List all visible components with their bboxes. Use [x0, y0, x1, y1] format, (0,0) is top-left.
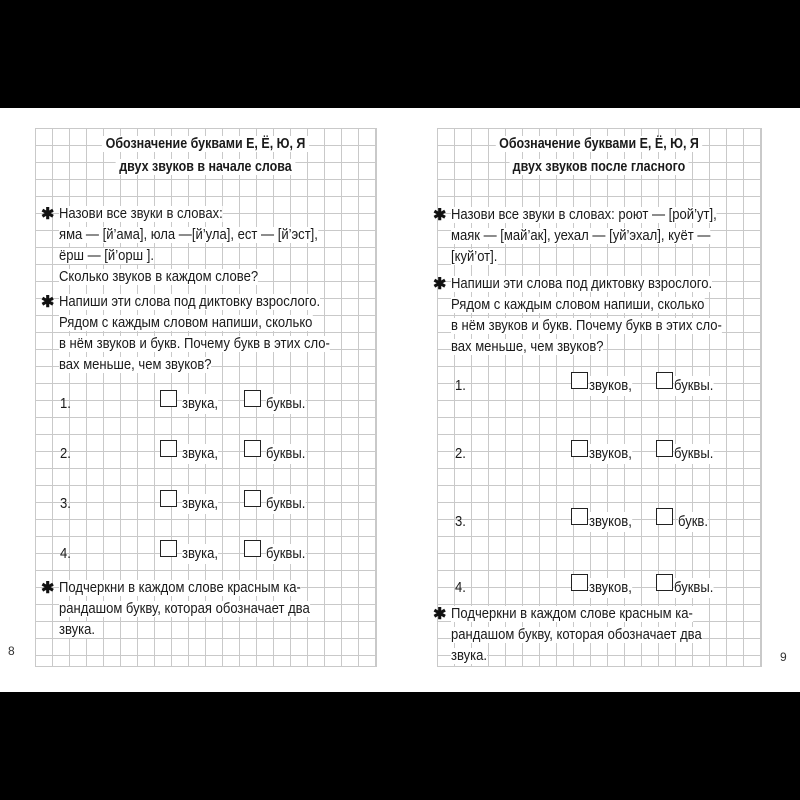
sounds-label: звука, — [182, 546, 219, 562]
square-checkbox-icon[interactable] — [571, 440, 588, 457]
right-title-line2: двух звуков после гласного — [460, 155, 739, 179]
page-number-right: 9 — [780, 650, 787, 664]
row-number: 4. — [60, 546, 71, 562]
square-checkbox-icon[interactable] — [656, 508, 673, 525]
left-title-line2: двух звуков в начале слова — [59, 155, 352, 179]
square-checkbox-icon[interactable] — [571, 574, 588, 591]
square-checkbox-icon[interactable] — [244, 490, 261, 507]
square-checkbox-icon[interactable] — [571, 508, 588, 525]
sounds-label: звуков, — [589, 514, 632, 530]
square-checkbox-icon[interactable] — [244, 390, 261, 407]
letters-label: буквы. — [674, 378, 714, 394]
left-task2: Напиши эти слова под диктовку взрослого. Рядом с каждым словом напиши, сколько в нём звуков и букв. Почему букв в этих сло- вах меньше, чем звуков? — [59, 294, 330, 373]
answer-row — [60, 544, 360, 566]
answer-row — [60, 444, 360, 466]
square-checkbox-icon[interactable] — [656, 440, 673, 457]
sounds-label: звука, — [182, 446, 219, 462]
right-task1: Назови все звуки в словах: роют — [рой’ут], маяк — [май’ак], уехал — [уй’эхал], куёт — [куй’от]. — [451, 207, 717, 265]
answer-row — [455, 512, 745, 534]
row-number: 3. — [455, 514, 466, 530]
answer-row — [455, 578, 745, 600]
sounds-label: звуков, — [589, 378, 632, 394]
square-checkbox-icon[interactable] — [160, 440, 177, 457]
right-title-line1: Обозначение буквами Е, Ё, Ю, Я — [460, 132, 739, 156]
left-title-line1: Обозначение буквами Е, Ё, Ю, Я — [59, 132, 352, 156]
row-number: 3. — [60, 496, 71, 512]
square-checkbox-icon[interactable] — [160, 540, 177, 557]
answer-row — [455, 444, 745, 466]
right-page — [433, 128, 762, 667]
sounds-label: звука, — [182, 496, 219, 512]
sounds-label: звуков, — [589, 446, 632, 462]
square-checkbox-icon[interactable] — [160, 490, 177, 507]
asterisk-bullet-icon: ✱ — [433, 606, 447, 623]
asterisk-bullet-icon: ✱ — [41, 294, 55, 311]
asterisk-bullet-icon: ✱ — [41, 580, 55, 597]
sounds-label: звуков, — [589, 580, 632, 596]
letters-label: буквы. — [266, 446, 306, 462]
row-number: 2. — [60, 446, 71, 462]
row-number: 1. — [60, 396, 71, 412]
letters-label: буквы. — [266, 546, 306, 562]
left-page — [35, 128, 377, 667]
asterisk-bullet-icon: ✱ — [433, 276, 447, 293]
square-checkbox-icon[interactable] — [244, 440, 261, 457]
square-checkbox-icon[interactable] — [656, 372, 673, 389]
letters-label: буквы. — [674, 446, 714, 462]
right-task2: Напиши эти слова под диктовку взрослого. Рядом с каждым словом напиши, сколько в нём звуков и букв. Почему букв в этих сло- вах меньше, чем звуков? — [451, 276, 722, 355]
right-task3: Подчеркни в каждом слове красным ка- рандашом букву, которая обозначает два звука. — [451, 606, 702, 664]
square-checkbox-icon[interactable] — [571, 372, 588, 389]
square-checkbox-icon[interactable] — [160, 390, 177, 407]
left-task1: Назови все звуки в словах: яма — [й’ама], юла —[й’ула], ест — [й’эст], ёрш — [й’орш ]. Сколько звуков в каждом слове? — [59, 206, 318, 285]
letters-label: букв. — [678, 514, 708, 530]
letters-label: буквы. — [266, 396, 306, 412]
letters-label: буквы. — [674, 580, 714, 596]
book-spread — [0, 108, 800, 692]
page-number-left: 8 — [8, 644, 15, 658]
asterisk-bullet-icon: ✱ — [433, 207, 447, 224]
square-checkbox-icon[interactable] — [656, 574, 673, 591]
answer-row — [60, 394, 360, 416]
row-number: 4. — [455, 580, 466, 596]
answer-row — [60, 494, 360, 516]
sounds-label: звука, — [182, 396, 219, 412]
left-task3: Подчеркни в каждом слове красным ка- рандашом букву, которая обозначает два звука. — [59, 580, 310, 638]
row-number: 1. — [455, 378, 466, 394]
answer-row — [455, 376, 745, 398]
letters-label: буквы. — [266, 496, 306, 512]
row-number: 2. — [455, 446, 466, 462]
square-checkbox-icon[interactable] — [244, 540, 261, 557]
asterisk-bullet-icon: ✱ — [41, 206, 55, 223]
